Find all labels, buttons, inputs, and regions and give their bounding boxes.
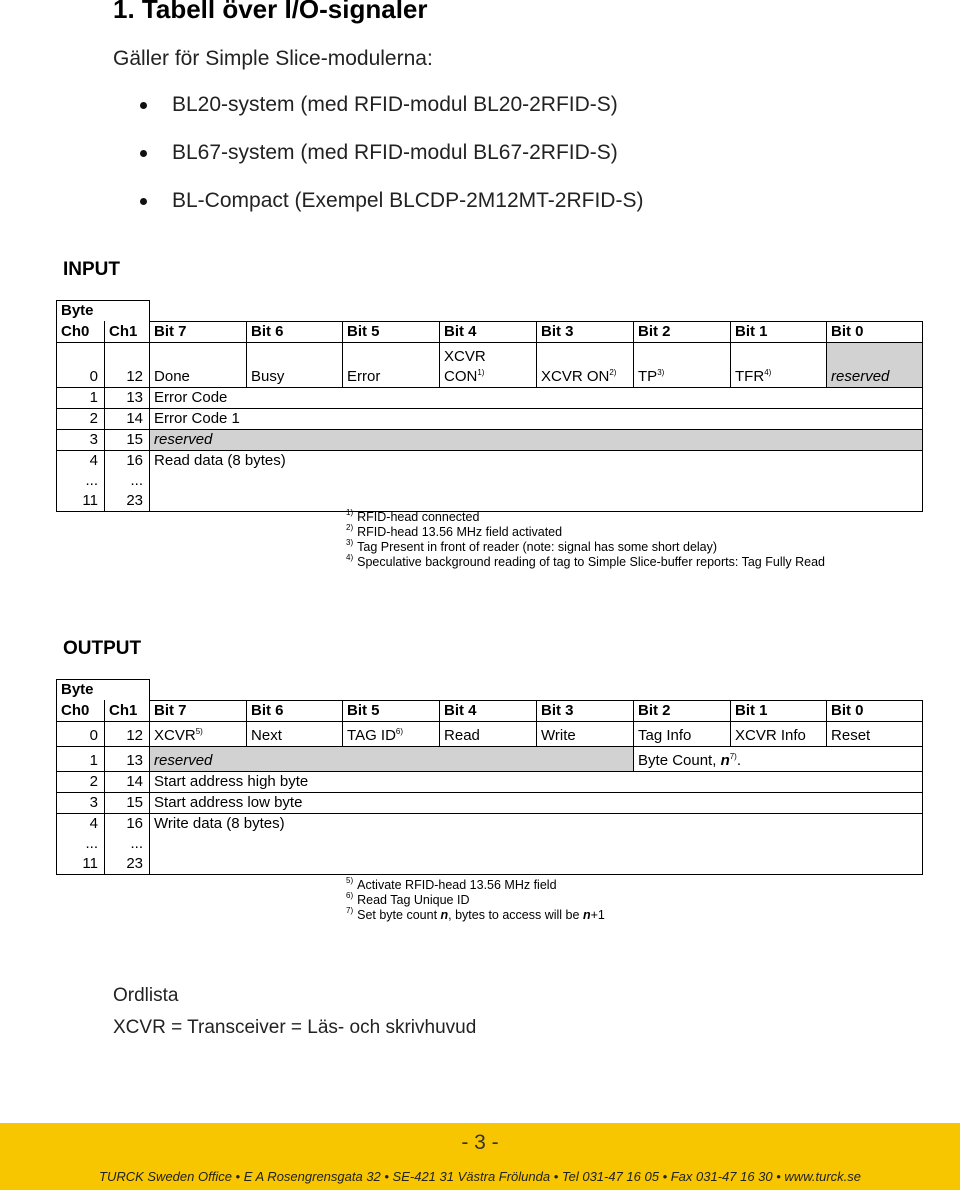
cell-ch1: ... [105,471,150,491]
footnote: $^{1)}$ RFID-head connected [346,508,480,524]
byte-label: Byte [57,301,150,322]
footer-contact: TURCK Sweden Office • E A Rosengrensgata 32 • SE-421 31 Västra Frölunda • Tel 031-47 16 05 • Fax 031-47 16 30 • www.turck.se [99,1169,861,1184]
input-footnotes [346,510,825,570]
input-table [56,300,923,512]
table-row [57,792,923,813]
cell-tp: TP$^{3)}$ [634,342,731,387]
table-row [57,342,923,387]
footnote-ref: 6) [395,726,404,736]
cell-tfr: TFR$^{4)}$ [731,342,827,387]
footnote: $^{7)}$ Set byte count n, bytes to access will be n+1 [346,906,605,922]
cell-start-address-low: Start address low byte [150,792,923,813]
col-header: Bit 3 [537,321,634,342]
cell-ch1: 16 [105,450,150,471]
cell-tag-info: Tag Info [634,721,731,746]
table-row [57,301,923,322]
cell-ch0: 1 [57,387,105,408]
footnote: $^{5)}$ Activate RFID-head 13.56 MHz field [346,876,557,892]
list-item: BL-Compact (Exempel BLCDP-2M12MT-2RFID-S) [140,188,643,236]
cell-ch1: 23 [105,491,150,512]
input-heading: INPUT [63,259,120,280]
cell-error-code-1: Error Code 1 [150,408,923,429]
glossary-text: XCVR = Transceiver = Läs- och skrivhuvud [113,1017,477,1038]
cell-ch0: 3 [57,792,105,813]
cell-busy: Busy [247,342,343,387]
cell-xcvr-info: XCVR Info [731,721,827,746]
list-item: BL67-system (med RFID-modul BL67-2RFID-S) [140,140,643,188]
footnote: $^{2)}$ RFID-head 13.56 MHz field activated [346,523,563,539]
footnote-ref: 2) [609,367,617,377]
col-header: Bit 6 [247,700,343,721]
col-header: Bit 7 [150,321,247,342]
table-row [57,450,923,471]
cell-byte-count: Byte Count, $n^{7)}$. [634,746,923,771]
cell-write: Write [537,721,634,746]
module-list [140,92,643,236]
page-title: 1. Tabell över I/O-signaler [113,0,428,24]
cell-ch0: 11 [57,491,105,512]
col-header: Bit 6 [247,321,343,342]
page-number: - 3 - [461,1131,499,1154]
col-header: Bit 7 [150,700,247,721]
cell-read: Read [440,721,537,746]
cell-ch1: 12 [105,721,150,746]
col-header: Bit 5 [343,321,440,342]
footnote-ref: 3) [657,367,665,377]
table-row [57,700,923,721]
cell-next: Next [247,721,343,746]
col-header: Bit 2 [634,700,731,721]
xcvr-con-line1: XCVR [444,347,486,365]
table-row [57,387,923,408]
table-row [57,408,923,429]
col-header: Bit 1 [731,321,827,342]
cell-ch1: 15 [105,792,150,813]
cell-ch1: 23 [105,854,150,875]
footnote: $^{3)}$ Tag Present in front of reader (note: signal has some short delay) [346,538,718,554]
cell-reserved: reserved [150,429,923,450]
cell-ch1: 15 [105,429,150,450]
cell-ch1: 16 [105,813,150,834]
output-heading: OUTPUT [63,638,142,659]
output-footnotes [346,878,605,923]
cell-reset: Reset [827,721,923,746]
cell-error: Error [343,342,440,387]
glossary-heading: Ordlista [113,985,179,1006]
cell-xcvr-con [440,342,537,387]
cell-ch0: 2 [57,408,105,429]
cell-error-code: Error Code [150,387,923,408]
col-header: Ch0 [57,321,105,342]
footnote-ref: 1) [477,367,485,377]
footnote: $^{6)}$ Read Tag Unique ID [346,891,470,907]
cell-reserved: reserved [827,342,923,387]
footnote: $^{4)}$ Speculative background reading of tag to Simple Slice-buffer reports: Tag Fully Read [346,553,825,569]
col-header: Bit 1 [731,700,827,721]
footnote-ref: 5) [195,726,203,736]
cell-ch1: 14 [105,408,150,429]
cell-ch0: 4 [57,450,105,471]
cell-ch0: 11 [57,854,105,875]
cell-ch1: 13 [105,746,150,771]
table-row [57,721,923,746]
col-header: Bit 0 [827,321,923,342]
col-header: Bit 5 [343,700,440,721]
xcvr-con-line2: CON [444,367,478,385]
cell-tag-id: TAG ID$^{6)}$ [343,721,440,746]
footnote-ref: 4) [764,367,772,377]
table-row [57,429,923,450]
col-header: Ch1 [105,700,150,721]
cell-reserved: reserved [150,746,634,771]
table-row [57,680,923,701]
cell-ch1: 13 [105,387,150,408]
page-subtitle: Gäller för Simple Slice-modulerna: [113,47,433,70]
col-header: Ch0 [57,700,105,721]
col-header: Bit 0 [827,700,923,721]
cell-ch0: 1 [57,746,105,771]
cell-xcvr: XCVR$^{5)}$ [150,721,247,746]
byte-label: Byte [57,680,150,701]
list-item: BL20-system (med RFID-modul BL20-2RFID-S) [140,92,643,140]
col-header: Ch1 [105,321,150,342]
cell-ch1: 12 [105,342,150,387]
footnote-ref: 7) [729,751,737,761]
cell-ch0: 0 [57,721,105,746]
table-row [57,746,923,771]
cell-done: Done [150,342,247,387]
col-header: Bit 3 [537,700,634,721]
cell-ch1: ... [105,834,150,854]
cell-ch0: ... [57,471,105,491]
cell-ch0: ... [57,834,105,854]
table-row [57,771,923,792]
col-header: Bit 2 [634,321,731,342]
cell-ch1: 14 [105,771,150,792]
cell-xcvr-on: XCVR ON$^{2)}$ [537,342,634,387]
cell-ch0: 3 [57,429,105,450]
cell-read-data: Read data (8 bytes) [150,450,923,511]
cell-write-data: Write data (8 bytes) [150,813,923,874]
col-header: Bit 4 [440,321,537,342]
output-table [56,679,923,875]
cell-ch0: 2 [57,771,105,792]
cell-ch0: 0 [57,342,105,387]
col-header: Bit 4 [440,700,537,721]
cell-ch0: 4 [57,813,105,834]
cell-start-address-high: Start address high byte [150,771,923,792]
table-row [57,321,923,342]
table-row [57,813,923,834]
